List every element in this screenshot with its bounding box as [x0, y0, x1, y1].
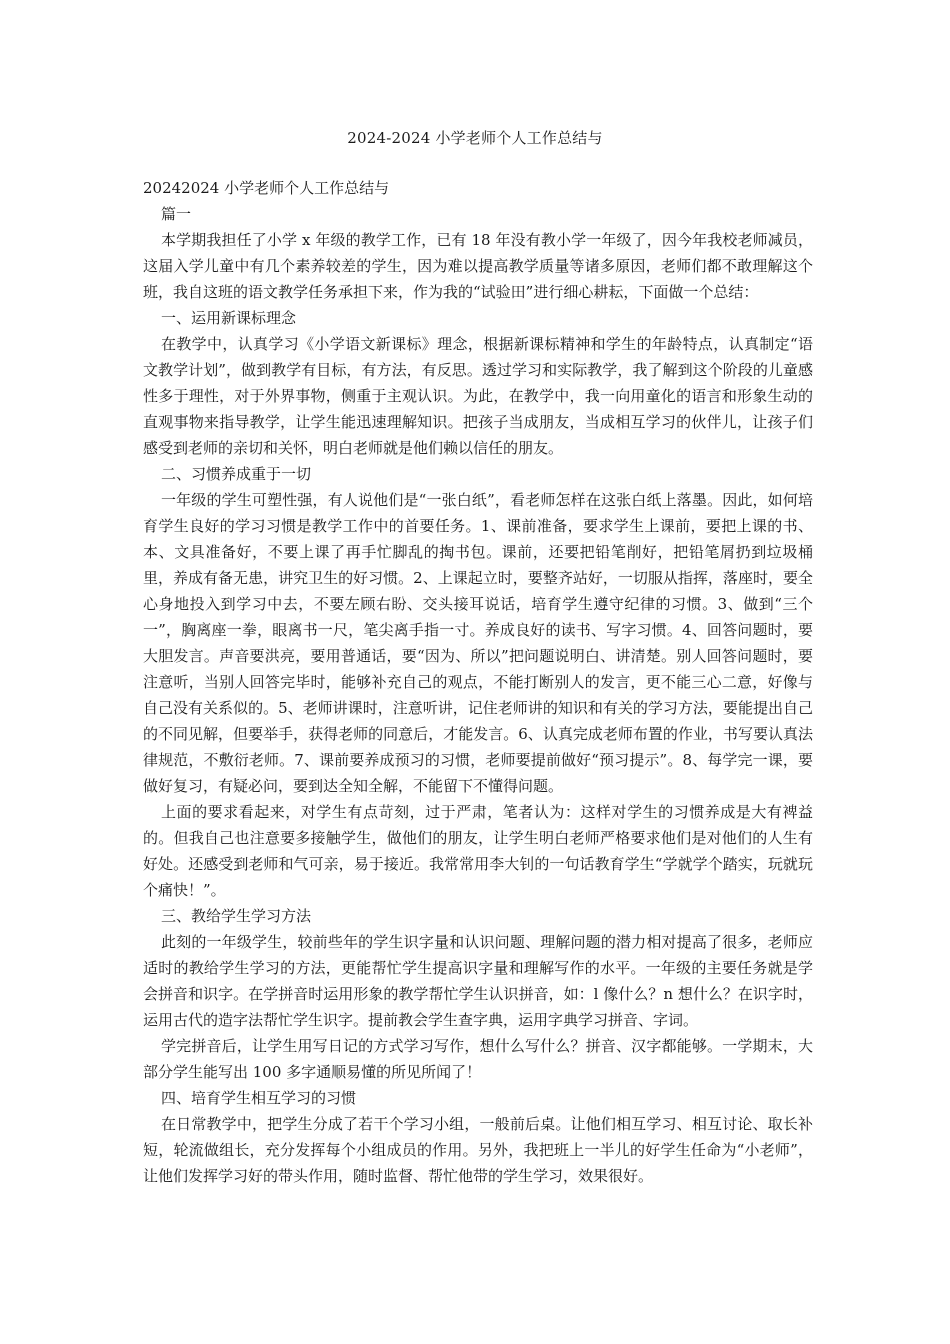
- body-paragraph: 此刻的一年级学生，较前些年的学生识字量和认识问题、理解问题的潜力相对提高了很多，老师应适时的教给学生学习的方法，更能帮忙学生提高识字量和理解写作的水平。一年级的主要任务就是学会拼音和识字。在学拼音时运用形象的教学帮忙学生认识拼音，如：l 像什么？n 想什么？在识字时，运用古代的造字法帮忙学生识字。提前教会学生查字典，运用字典学习拼音、字词。: [143, 933, 813, 1029]
- body-paragraph: 在教学中，认真学习《小学语文新课标》理念，根据新课标精神和学生的年龄特点，认真制定“语文教学计划”，做到教学有目标，有方法，有反思。透过学习和实际教学，我了解到这个阶段的儿童感性多于理性，对于外界事物，侧重于主观认识。为此，在教学中，我一向用童化的语言和形象生动的直观事物来指导教学，让学生能迅速理解知识。把孩子当成朋友，当成相互学习的伙伴儿，让孩子们感受到老师的亲切和关怀，明白老师就是他们赖以信任的朋友。: [143, 335, 813, 457]
- part-label: 篇一: [161, 205, 192, 223]
- section-heading: 二、习惯养成重于一切: [161, 465, 312, 483]
- body-paragraph: 在日常教学中，把学生分成了若干个学习小组，一般前后桌。让他们相互学习、相互讨论、取长补短，轮流做组长，充分发挥每个小组成员的作用。另外，我把班上一半儿的好学生任命为“小老师”，让他们发挥学习好的带头作用，随时监督、帮忙他带的学生学习，效果很好。: [143, 1115, 813, 1185]
- intro-paragraph: 本学期我担任了小学 x 年级的教学工作，已有 18 年没有教小学一年级了，因今年我校老师减员，这届入学儿童中有几个素养较差的学生，因为难以提高教学质量等诸多原因，老师们都不敢理解这个班，我自这班的语文教学任务承担下来，作为我的“试验田”进行细心耕耘，下面做一个总结：: [143, 231, 813, 301]
- section-heading: 一、运用新课标理念: [161, 309, 297, 327]
- document-body: [143, 175, 813, 1189]
- document-subtitle: 20242024 小学老师个人工作总结与: [143, 179, 390, 197]
- body-paragraph: 学完拼音后，让学生用写日记的方式学习写作，想什么写什么？拼音、汉字都能够。一学期末，大部分学生能写出 100 多字通顺易懂的所见所闻了！: [143, 1037, 813, 1081]
- body-paragraph: 上面的要求看起来，对学生有点苛刻，过于严肃，笔者认为：这样对学生的习惯养成是大有裨益的。但我自己也注意要多接触学生，做他们的朋友，让学生明白老师严格要求他们是对他们的人生有好处。还感受到老师和气可亲，易于接近。我常常用李大钊的一句话教育学生“学就学个踏实，玩就玩个痛快！”。: [143, 803, 813, 899]
- section-heading: 三、教给学生学习方法: [161, 907, 312, 925]
- body-paragraph: 一年级的学生可塑性强，有人说他们是“一张白纸”，看老师怎样在这张白纸上落墨。因此，如何培育学生良好的学习习惯是教学工作中的首要任务。1、课前准备，要求学生上课前，要把上课的书、本、文具准备好，不要上课了再手忙脚乱的掏书包。课前，还要把铅笔削好，把铅笔屑扔到垃圾桶里，养成有备无患，讲究卫生的好习惯。2、上课起立时，要整齐站好，一切服从指挥，落座时，要全心身地投入到学习中去，不要左顾右盼、交头接耳说话，培育学生遵守纪律的习惯。3、做到“三个一”，胸离座一拳，眼离书一尺，笔尖离手指一寸。养成良好的读书、写字习惯。4、回答问题时，要大胆发言。声音要洪亮，要用普通话，要“因为、所以”把问题说明白、讲清楚。别人回答问题时，要注意听，当别人回答完毕时，能够补充自己的观点，不能打断别人的发言，更不能三心二意，好像与自己没有关系似的。5、老师讲课时，注意听讲，记住老师讲的知识和有关的学习方法，要能提出自己的不同见解，但要举手，获得老师的同意后，才能发言。6、认真完成老师布置的作业，书写要认真法律规范，不敷衍老师。7、课前要养成预习的习惯，老师要提前做好“预习提示”。8、每学完一课，要做好复习，有疑必问，要到达全知全解，不能留下不懂得问题。: [143, 491, 813, 795]
- document-title: 2024-2024 小学老师个人工作总结与: [347, 129, 603, 147]
- section-heading: 四、培育学生相互学习的习惯: [161, 1089, 357, 1107]
